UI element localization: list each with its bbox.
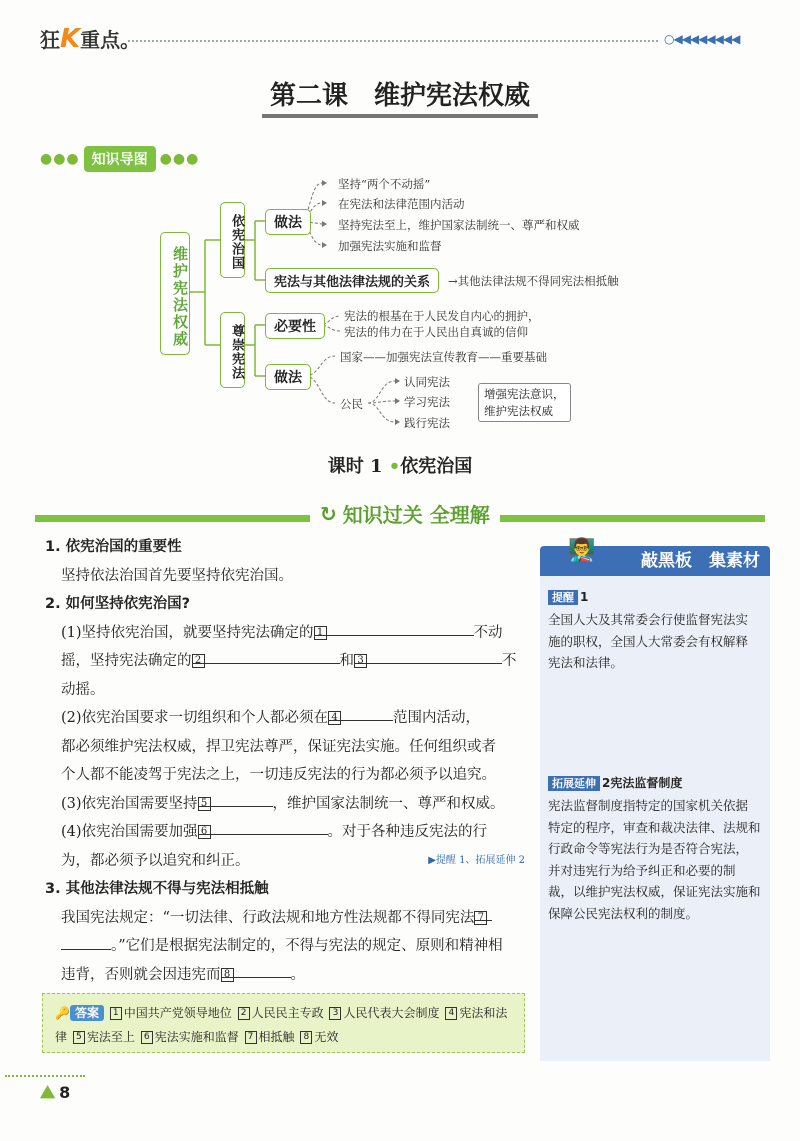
- mindmap-item: 认同宪法: [404, 375, 450, 389]
- mindmap-node-relationship: 宪法与其他法律法规的关系: [265, 268, 439, 293]
- mindmap-branch-rule-by-constitution: 依宪治国: [220, 202, 245, 278]
- tip-link[interactable]: ▶提醒 1、拓展延伸 2: [428, 854, 525, 866]
- teacher-icon: 👨‍🏫: [568, 538, 596, 563]
- footer-divider: [5, 1075, 85, 1077]
- key-icon: 🔑: [55, 1006, 70, 1020]
- side-tip-2: [548, 772, 764, 924]
- answer-blank-4[interactable]: 4: [328, 704, 393, 721]
- swirl-icon: ↻: [320, 501, 337, 526]
- answer-blank-6[interactable]: 6: [198, 818, 328, 835]
- mindmap-root: 维护宪法权威: [160, 232, 190, 355]
- mindmap-node-practice-1: 做法: [265, 209, 311, 235]
- mindmap-tag: ●●● 知识导图 ●●●: [40, 146, 199, 172]
- answer-blank-5[interactable]: 5: [198, 790, 273, 807]
- page-number-value: 8: [59, 1083, 71, 1102]
- side-tip-2-title: 宪法监督制度: [610, 776, 683, 790]
- mindmap-citizen-result-line: 增强宪法意识，: [484, 387, 565, 401]
- answer-blank-7[interactable]: 7: [474, 904, 492, 921]
- section-1-text: 坚持依法治国首先要坚持依宪治国。: [61, 567, 293, 584]
- lesson-title-suffix: 依宪治国: [400, 456, 473, 477]
- paragraph-5: 我国宪法规定：“一切法律、行政法规和地方性法规都不得同宪法 7 。”它们是根据宪法制定的，不得与宪法的规定、原则和精神相 违背，否则就会因违宪而 8 。: [45, 904, 525, 990]
- side-tip-2-text: 宪法监督制度指特定的国家机关依据 特定的程序，审查和裁决法律、法规和 行政命令等宪法行为是否符合宪法， 并对违宪行为给予纠正和必要的制 裁，以维护宪法权威，保证宪法实施和 保障公民宪法权利的制度。: [548, 798, 761, 921]
- answer-blank-1[interactable]: 1: [314, 619, 474, 636]
- mindmap-country: 国家——加强宪法宣传教育——重要基础: [340, 350, 547, 364]
- brand-suffix: 重点: [80, 28, 121, 52]
- paragraph-2: (2)依宪治国要求一切组织和个人都必须在 4 范围内活动， 都必须维护宪法权威，捍卫宪法尊严，保证宪法实施。任何组织或者 个人都不能凌驾于宪法之上，一切违反宪法的行为都必须予以追究。: [45, 704, 525, 790]
- side-tip-1: [548, 586, 764, 674]
- mindmap-item: 坚持宪法至上，维护国家法制统一、尊严和权威: [338, 218, 580, 232]
- answer-blank-7-cont[interactable]: [61, 933, 111, 950]
- answer-blank-2[interactable]: 2: [192, 647, 340, 664]
- section-2-title: 2. 如何坚持依宪治国?: [45, 596, 191, 612]
- answer-item: 7 相抵触: [243, 1030, 295, 1044]
- mindmap-item: 宪法的伟力在于人民出自真诚的信仰: [344, 325, 528, 339]
- brand-logo: 狂K重点。: [40, 24, 141, 54]
- answer-item: 5 宪法至上: [71, 1030, 135, 1044]
- paragraph-3: (3)依宪治国需要坚持 5 ，维护国家法制统一、尊严和权威。: [45, 790, 525, 819]
- mindmap-item: 学习宪法: [404, 395, 450, 409]
- mindmap-item: 加强宪法实施和监督: [338, 239, 442, 253]
- section-banner-title: 知识过关 全理解: [342, 503, 490, 527]
- answers-label: 答案: [70, 1005, 104, 1021]
- paragraph-1: (1)坚持依宪治国，就要坚持宪法确定的 1 不动 摇，坚持宪法确定的 2 和 3 不 动摇。: [45, 619, 525, 705]
- side-tag-reminder: 提醒: [548, 590, 578, 605]
- header-arrows-icon: ○◀◀◀◀◀◀◀◀: [664, 32, 740, 46]
- mindmap-citizen-result-line: 维护宪法权威: [484, 403, 553, 418]
- answer-blank-8[interactable]: 8: [221, 961, 291, 978]
- section-banner: [312, 499, 498, 528]
- mindmap-node-practice-2: 做法: [265, 364, 311, 390]
- side-tip-1-text: 全国人大及其常委会行使监督宪法实 施的职权，全国人大常委会有权解释 宪法和法律。: [548, 612, 749, 670]
- main-content: [45, 533, 525, 989]
- answer-item: 6 宪法实施和监督: [139, 1030, 239, 1044]
- mindmap-tag-label: 知识导图: [84, 146, 156, 172]
- page-number: [40, 1082, 70, 1103]
- mindmap-citizen: 公民: [340, 397, 363, 411]
- answer-item: 1 中国共产党领导地位: [108, 1006, 232, 1020]
- mindmap-relationship-result: →其他法律法规不得同宪法相抵触: [448, 274, 619, 288]
- banner-line-left: [35, 515, 310, 522]
- mindmap-citizen-result: [478, 383, 571, 422]
- answers-box: [42, 993, 525, 1053]
- mindmap-item: 宪法的根基在于人民发自内心的拥护，: [344, 309, 540, 323]
- mindmap-node-necessity: 必要性: [265, 313, 325, 339]
- answer-item: 8 无效: [298, 1030, 338, 1044]
- answer-item: 3 人民代表大会制度: [327, 1006, 439, 1020]
- side-tag-extension-number: 2: [602, 776, 611, 790]
- side-panel-header: [540, 538, 770, 576]
- answer-blank-3[interactable]: 3: [354, 647, 502, 664]
- mindmap-item: 坚持“两个不动摇”: [338, 177, 431, 191]
- brand-k: K: [60, 24, 81, 54]
- mindmap-branch-respect-constitution: 尊崇宪法: [220, 312, 245, 388]
- mindmap-item: 在宪法和法律范围内活动: [338, 197, 465, 211]
- section-1-title: 1. 依宪治国的重要性: [45, 539, 182, 555]
- paragraph-4: (4)依宪治国需要加强 6 。对于各种违反宪法的行 为，都必须予以追究和纠正。 ▶提醒 1、拓展延伸 2: [45, 818, 525, 875]
- answer-item: 2 人民民主专政: [236, 1006, 324, 1020]
- page-title: 第二课 维护宪法权威: [0, 75, 800, 118]
- section-3-title: 3. 其他法律法规不得与宪法相抵触: [45, 881, 269, 897]
- side-panel-title: 敲黑板 集素材: [641, 551, 760, 571]
- page-icon: ⛰: [40, 1082, 56, 1103]
- answer-item: 4 宪法和法律: [55, 1006, 508, 1044]
- lesson-title: 课时 1 •依宪治国: [327, 456, 473, 477]
- side-tag-reminder-number: 1: [580, 590, 589, 604]
- side-tag-extension: 拓展延伸: [548, 776, 600, 791]
- mindmap-item: 践行宪法: [404, 416, 450, 430]
- brand-prefix: 狂: [40, 28, 60, 52]
- banner-line-right: [500, 515, 765, 522]
